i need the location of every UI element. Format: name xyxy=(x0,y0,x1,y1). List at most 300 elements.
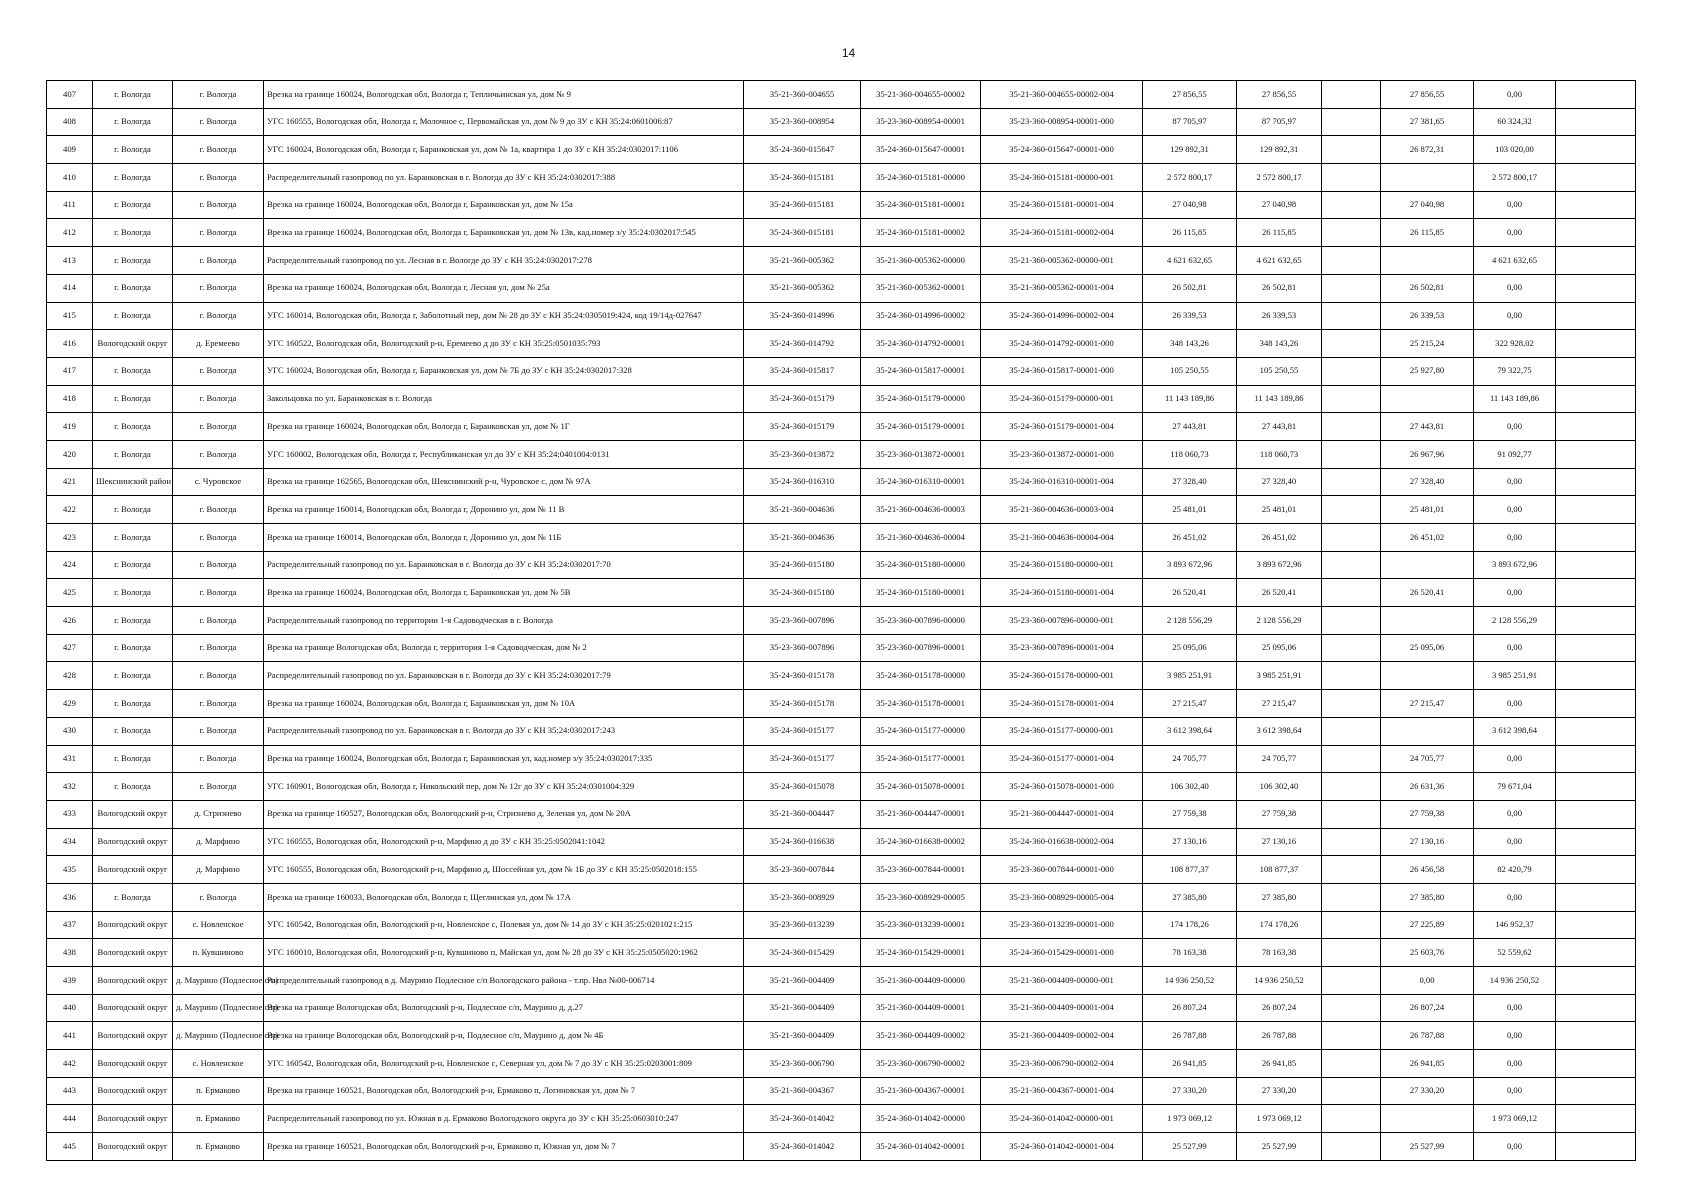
subcode-cell: 35-24-360-014996-00002 xyxy=(861,302,981,330)
locality-cell: г. Вологда xyxy=(173,247,264,275)
full-code-cell: 35-24-360-015178-00000-001 xyxy=(981,662,1143,690)
cost-cell: 25 527,99 xyxy=(1237,1133,1322,1161)
table-row xyxy=(47,81,1636,109)
empty-cell xyxy=(1556,551,1636,579)
empty-cell xyxy=(1322,136,1381,164)
row-number-cell: 413 xyxy=(47,247,93,275)
object-description-cell: УГС 160542, Вологодская обл, Вологодский р-н, Новленское с, Полевая ул, дом № 14 до ЗУ с КН 35:25:0201021:215 xyxy=(264,911,744,939)
total-cost-cell: 4 621 632,65 xyxy=(1143,247,1237,275)
row-number-cell: 442 xyxy=(47,1050,93,1078)
row-number-cell: 423 xyxy=(47,524,93,552)
connection-cost-cell: 26 967,96 xyxy=(1381,440,1474,468)
locality-cell: г. Вологда xyxy=(173,440,264,468)
table-row xyxy=(47,413,1636,441)
object-description-cell: Врезка на границе 160527, Вологодская обл, Вологодский р-н, Стризнево д, Зеленая ул, дом № 20А xyxy=(264,800,744,828)
code-cell: 35-24-360-014996 xyxy=(744,302,861,330)
subcode-cell: 35-24-360-015177-00000 xyxy=(861,717,981,745)
cost-cell: 78 163,38 xyxy=(1237,939,1322,967)
district-cell: г. Вологда xyxy=(93,136,173,164)
row-number-cell: 440 xyxy=(47,994,93,1022)
empty-cell xyxy=(1556,773,1636,801)
total-cost-cell: 27 040,98 xyxy=(1143,191,1237,219)
empty-cell xyxy=(1556,634,1636,662)
connection-cost-cell xyxy=(1381,385,1474,413)
cost-cell: 118 060,73 xyxy=(1237,440,1322,468)
district-cell: Вологодский округ xyxy=(93,911,173,939)
connection-cost-cell xyxy=(1381,607,1474,635)
table-row xyxy=(47,745,1636,773)
object-description-cell: Врезка на границе 160024, Вологодская обл, Вологда г, Баранковская ул, дом № 15а xyxy=(264,191,744,219)
district-cell: г. Вологда xyxy=(93,690,173,718)
full-code-cell: 35-21-360-004655-00002-004 xyxy=(981,81,1143,109)
table-row xyxy=(47,108,1636,136)
subcode-cell: 35-23-360-006790-00002 xyxy=(861,1050,981,1078)
district-cell: Вологодский округ xyxy=(93,1022,173,1050)
total-cost-cell: 3 985 251,91 xyxy=(1143,662,1237,690)
code-cell: 35-24-360-015178 xyxy=(744,662,861,690)
full-code-cell: 35-21-360-004409-00002-004 xyxy=(981,1022,1143,1050)
remaining-cost-cell: 3 985 251,91 xyxy=(1474,662,1556,690)
cost-cell: 26 787,88 xyxy=(1237,1022,1322,1050)
cost-cell: 27 215,47 xyxy=(1237,690,1322,718)
table-row xyxy=(47,883,1636,911)
connection-cost-cell: 27 759,38 xyxy=(1381,800,1474,828)
remaining-cost-cell: 11 143 189,86 xyxy=(1474,385,1556,413)
full-code-cell: 35-24-360-015180-00001-004 xyxy=(981,579,1143,607)
object-description-cell: Врезка на границе Вологодская обл, Вологодский р-н, Подлесное с/п, Маурино д, д.27 xyxy=(264,994,744,1022)
connection-cost-cell: 26 872,31 xyxy=(1381,136,1474,164)
empty-cell xyxy=(1322,773,1381,801)
empty-cell xyxy=(1556,1022,1636,1050)
row-number-cell: 436 xyxy=(47,883,93,911)
cost-cell: 14 936 250,52 xyxy=(1237,967,1322,995)
empty-cell xyxy=(1556,357,1636,385)
empty-cell xyxy=(1322,1077,1381,1105)
empty-cell xyxy=(1556,800,1636,828)
full-code-cell: 35-24-360-015429-00001-000 xyxy=(981,939,1143,967)
code-cell: 35-21-360-005362 xyxy=(744,274,861,302)
cost-cell: 25 481,01 xyxy=(1237,496,1322,524)
empty-cell xyxy=(1556,1077,1636,1105)
remaining-cost-cell: 0,00 xyxy=(1474,302,1556,330)
empty-cell xyxy=(1322,1133,1381,1161)
subcode-cell: 35-21-360-004447-00001 xyxy=(861,800,981,828)
table-row xyxy=(47,994,1636,1022)
full-code-cell: 35-23-360-007844-00001-000 xyxy=(981,856,1143,884)
row-number-cell: 420 xyxy=(47,440,93,468)
table-row xyxy=(47,662,1636,690)
full-code-cell: 35-24-360-015181-00002-004 xyxy=(981,219,1143,247)
cost-cell: 25 095,06 xyxy=(1237,634,1322,662)
empty-cell xyxy=(1556,1133,1636,1161)
empty-cell xyxy=(1556,496,1636,524)
row-number-cell: 426 xyxy=(47,607,93,635)
locality-cell: п. Ермаково xyxy=(173,1105,264,1133)
locality-cell: п. Ермаково xyxy=(173,1077,264,1105)
code-cell: 35-23-360-007896 xyxy=(744,634,861,662)
connection-cost-cell: 25 927,80 xyxy=(1381,357,1474,385)
object-description-cell: Врезка на границе 160024, Вологодская обл, Вологда г, Лесная ул, дом № 25а xyxy=(264,274,744,302)
subcode-cell: 35-24-360-014042-00001 xyxy=(861,1133,981,1161)
code-cell: 35-21-360-004409 xyxy=(744,994,861,1022)
code-cell: 35-21-360-005362 xyxy=(744,247,861,275)
row-number-cell: 410 xyxy=(47,164,93,192)
object-description-cell: Врезка на границе 160521, Вологодская обл, Вологодский р-н, Ермаково п, Южная ул, дом № 7 xyxy=(264,1133,744,1161)
locality-cell: г. Вологда xyxy=(173,551,264,579)
empty-cell xyxy=(1556,579,1636,607)
empty-cell xyxy=(1322,607,1381,635)
empty-cell xyxy=(1556,690,1636,718)
object-description-cell: Врезка на границе 160033, Вологодская обл, Вологда г, Щеглинская ул, дом № 17А xyxy=(264,883,744,911)
locality-cell: д. Еремеево xyxy=(173,330,264,358)
object-description-cell: Врезка на границе 160024, Вологодская обл, Вологда г, Баранковская ул, дом № 10А xyxy=(264,690,744,718)
district-cell: Вологодский округ xyxy=(93,994,173,1022)
cost-cell: 27 328,40 xyxy=(1237,468,1322,496)
district-cell: г. Вологда xyxy=(93,773,173,801)
connection-cost-cell: 27 330,20 xyxy=(1381,1077,1474,1105)
district-cell: Вологодский округ xyxy=(93,828,173,856)
full-code-cell: 35-21-360-004447-00001-004 xyxy=(981,800,1143,828)
locality-cell: г. Вологда xyxy=(173,883,264,911)
object-description-cell: УГС 160014, Вологодская обл, Вологда г, Заболотный пер, дом № 28 до ЗУ с КН 35:24:0305019:424, код 19/14д-027647 xyxy=(264,302,744,330)
district-cell: Вологодский округ xyxy=(93,1105,173,1133)
subcode-cell: 35-24-360-015078-00001 xyxy=(861,773,981,801)
remaining-cost-cell: 91 092,77 xyxy=(1474,440,1556,468)
district-cell: г. Вологда xyxy=(93,81,173,109)
empty-cell xyxy=(1322,81,1381,109)
district-cell: г. Вологда xyxy=(93,717,173,745)
connection-cost-cell: 26 807,24 xyxy=(1381,994,1474,1022)
locality-cell: г. Вологда xyxy=(173,302,264,330)
total-cost-cell: 3 893 672,96 xyxy=(1143,551,1237,579)
table-row xyxy=(47,524,1636,552)
total-cost-cell: 105 250,55 xyxy=(1143,357,1237,385)
locality-cell: с. Новленское xyxy=(173,1050,264,1078)
connection-cost-cell: 27 040,98 xyxy=(1381,191,1474,219)
row-number-cell: 433 xyxy=(47,800,93,828)
connection-cost-cell: 26 787,88 xyxy=(1381,1022,1474,1050)
district-cell: г. Вологда xyxy=(93,496,173,524)
code-cell: 35-21-360-004409 xyxy=(744,967,861,995)
table-row xyxy=(47,800,1636,828)
locality-cell: г. Вологда xyxy=(173,690,264,718)
locality-cell: г. Вологда xyxy=(173,357,264,385)
empty-cell xyxy=(1556,745,1636,773)
district-cell: Вологодский округ xyxy=(93,1050,173,1078)
empty-cell xyxy=(1322,994,1381,1022)
total-cost-cell: 129 892,31 xyxy=(1143,136,1237,164)
remaining-cost-cell: 0,00 xyxy=(1474,994,1556,1022)
cost-cell: 11 143 189,86 xyxy=(1237,385,1322,413)
object-description-cell: Врезка на границе 160014, Вологодская обл, Вологда г, Доронино ул, дом № 11Б xyxy=(264,524,744,552)
cost-cell: 27 330,20 xyxy=(1237,1077,1322,1105)
locality-cell: г. Вологда xyxy=(173,607,264,635)
total-cost-cell: 24 705,77 xyxy=(1143,745,1237,773)
code-cell: 35-23-360-013239 xyxy=(744,911,861,939)
remaining-cost-cell: 1 973 069,12 xyxy=(1474,1105,1556,1133)
remaining-cost-cell: 0,00 xyxy=(1474,524,1556,552)
table-row xyxy=(47,939,1636,967)
locality-cell: с. Чуровское xyxy=(173,468,264,496)
subcode-cell: 35-23-360-013239-00001 xyxy=(861,911,981,939)
code-cell: 35-21-360-004636 xyxy=(744,524,861,552)
cost-cell: 3 612 398,64 xyxy=(1237,717,1322,745)
district-cell: г. Вологда xyxy=(93,745,173,773)
locality-cell: г. Вологда xyxy=(173,81,264,109)
full-code-cell: 35-21-360-004367-00001-004 xyxy=(981,1077,1143,1105)
object-description-cell: Врезка на границе 160024, Вологодская обл, Вологда г, Баранковская ул, дом № 13в, кад.номер з/у 35:24:0302017:545 xyxy=(264,219,744,247)
district-cell: г. Вологда xyxy=(93,219,173,247)
empty-cell xyxy=(1322,911,1381,939)
object-description-cell: Распределительный газопровод по территории 1-я Садоводческая в г. Вологда xyxy=(264,607,744,635)
remaining-cost-cell: 0,00 xyxy=(1474,413,1556,441)
remaining-cost-cell: 0,00 xyxy=(1474,496,1556,524)
empty-cell xyxy=(1556,330,1636,358)
full-code-cell: 35-24-360-014792-00001-000 xyxy=(981,330,1143,358)
district-cell: г. Вологда xyxy=(93,413,173,441)
table-row xyxy=(47,1105,1636,1133)
remaining-cost-cell: 0,00 xyxy=(1474,191,1556,219)
subcode-cell: 35-23-360-007896-00000 xyxy=(861,607,981,635)
cost-cell: 2 128 556,29 xyxy=(1237,607,1322,635)
code-cell: 35-23-360-008954 xyxy=(744,108,861,136)
code-cell: 35-23-360-013872 xyxy=(744,440,861,468)
table-row xyxy=(47,607,1636,635)
locality-cell: г. Вологда xyxy=(173,219,264,247)
empty-cell xyxy=(1556,967,1636,995)
code-cell: 35-24-360-015429 xyxy=(744,939,861,967)
cost-cell: 26 115,85 xyxy=(1237,219,1322,247)
code-cell: 35-24-360-015181 xyxy=(744,219,861,247)
empty-cell xyxy=(1556,302,1636,330)
code-cell: 35-24-360-015181 xyxy=(744,191,861,219)
subcode-cell: 35-24-360-015181-00000 xyxy=(861,164,981,192)
connection-cost-cell: 25 215,24 xyxy=(1381,330,1474,358)
table-row xyxy=(47,717,1636,745)
object-description-cell: УГС 160555, Вологодская обл, Вологодский р-н, Марфино д до ЗУ с КН 35:25:0502041:1042 xyxy=(264,828,744,856)
total-cost-cell: 26 787,88 xyxy=(1143,1022,1237,1050)
empty-cell xyxy=(1556,856,1636,884)
subcode-cell: 35-24-360-015181-00001 xyxy=(861,191,981,219)
table-row xyxy=(47,828,1636,856)
subcode-cell: 35-24-360-014042-00000 xyxy=(861,1105,981,1133)
remaining-cost-cell: 0,00 xyxy=(1474,690,1556,718)
row-number-cell: 431 xyxy=(47,745,93,773)
row-number-cell: 411 xyxy=(47,191,93,219)
table-row xyxy=(47,579,1636,607)
empty-cell xyxy=(1556,994,1636,1022)
code-cell: 35-23-360-007896 xyxy=(744,607,861,635)
connection-cost-cell: 26 502,81 xyxy=(1381,274,1474,302)
subcode-cell: 35-24-360-015180-00001 xyxy=(861,579,981,607)
object-description-cell: Распределительный газопровод по ул. Баранковская в г. Вологда до ЗУ с КН 35:24:0302017:79 xyxy=(264,662,744,690)
total-cost-cell: 27 385,80 xyxy=(1143,883,1237,911)
total-cost-cell: 27 215,47 xyxy=(1143,690,1237,718)
remaining-cost-cell: 322 928,02 xyxy=(1474,330,1556,358)
district-cell: г. Вологда xyxy=(93,302,173,330)
object-description-cell: Закольцовка по ул. Баранковская в г. Вологда xyxy=(264,385,744,413)
subcode-cell: 35-24-360-015178-00001 xyxy=(861,690,981,718)
full-code-cell: 35-24-360-016310-00001-004 xyxy=(981,468,1143,496)
total-cost-cell: 25 481,01 xyxy=(1143,496,1237,524)
empty-cell xyxy=(1556,1050,1636,1078)
empty-cell xyxy=(1322,745,1381,773)
connection-cost-cell: 0,00 xyxy=(1381,967,1474,995)
district-cell: г. Вологда xyxy=(93,247,173,275)
connection-cost-cell: 25 603,76 xyxy=(1381,939,1474,967)
row-number-cell: 407 xyxy=(47,81,93,109)
connection-cost-cell: 27 130,16 xyxy=(1381,828,1474,856)
locality-cell: д. Маурино (Подлесное с/п) xyxy=(173,967,264,995)
remaining-cost-cell: 4 621 632,65 xyxy=(1474,247,1556,275)
code-cell: 35-24-360-015179 xyxy=(744,385,861,413)
cost-cell: 4 621 632,65 xyxy=(1237,247,1322,275)
empty-cell xyxy=(1556,136,1636,164)
total-cost-cell: 27 330,20 xyxy=(1143,1077,1237,1105)
empty-cell xyxy=(1556,911,1636,939)
object-description-cell: Распределительный газопровод по ул. Баранковская в г. Вологда до ЗУ с КН 35:24:0302017:243 xyxy=(264,717,744,745)
district-cell: г. Вологда xyxy=(93,524,173,552)
code-cell: 35-24-360-015179 xyxy=(744,413,861,441)
table-row xyxy=(47,440,1636,468)
locality-cell: г. Вологда xyxy=(173,164,264,192)
connection-cost-cell xyxy=(1381,662,1474,690)
remaining-cost-cell: 0,00 xyxy=(1474,219,1556,247)
district-cell: г. Вологда xyxy=(93,357,173,385)
row-number-cell: 430 xyxy=(47,717,93,745)
table-row xyxy=(47,1022,1636,1050)
code-cell: 35-24-360-015647 xyxy=(744,136,861,164)
object-description-cell: Распределительный газопровод по ул. Южная в д. Ермаково Вологодского округа до ЗУ с КН 35:25:0603010:247 xyxy=(264,1105,744,1133)
subcode-cell: 35-24-360-015429-00001 xyxy=(861,939,981,967)
object-description-cell: Распределительный газопровод по ул. Лесная в г. Вологде до ЗУ с КН 35:24:0302017:278 xyxy=(264,247,744,275)
row-number-cell: 415 xyxy=(47,302,93,330)
remaining-cost-cell: 79 322,75 xyxy=(1474,357,1556,385)
remaining-cost-cell: 52 559,62 xyxy=(1474,939,1556,967)
full-code-cell: 35-21-360-004409-00000-001 xyxy=(981,967,1143,995)
table-row xyxy=(47,856,1636,884)
empty-cell xyxy=(1322,274,1381,302)
code-cell: 35-24-360-015181 xyxy=(744,164,861,192)
total-cost-cell: 26 502,81 xyxy=(1143,274,1237,302)
total-cost-cell: 87 705,97 xyxy=(1143,108,1237,136)
total-cost-cell: 27 130,16 xyxy=(1143,828,1237,856)
empty-cell xyxy=(1322,302,1381,330)
empty-cell xyxy=(1322,1022,1381,1050)
table-row xyxy=(47,1133,1636,1161)
district-cell: Вологодский округ xyxy=(93,856,173,884)
remaining-cost-cell: 146 952,37 xyxy=(1474,911,1556,939)
full-code-cell: 35-23-360-006790-00002-004 xyxy=(981,1050,1143,1078)
empty-cell xyxy=(1322,1105,1381,1133)
table-row xyxy=(47,357,1636,385)
district-cell: г. Вологда xyxy=(93,634,173,662)
cost-cell: 348 143,26 xyxy=(1237,330,1322,358)
empty-cell xyxy=(1322,1050,1381,1078)
code-cell: 35-21-360-004447 xyxy=(744,800,861,828)
object-description-cell: Врезка на границе 160521, Вологодская обл, Вологодский р-н, Ермаково п, Логиновская ул, дом № 7 xyxy=(264,1077,744,1105)
table-row xyxy=(47,911,1636,939)
full-code-cell: 35-24-360-015178-00001-004 xyxy=(981,690,1143,718)
district-cell: г. Вологда xyxy=(93,883,173,911)
full-code-cell: 35-23-360-008929-00005-004 xyxy=(981,883,1143,911)
full-code-cell: 35-24-360-015177-00000-001 xyxy=(981,717,1143,745)
district-cell: Вологодский округ xyxy=(93,1077,173,1105)
object-description-cell: УГС 160024, Вологодская обл, Вологда г, Баранковская ул, дом № 7Б до ЗУ с КН 35:24:0302017:328 xyxy=(264,357,744,385)
empty-cell xyxy=(1322,939,1381,967)
code-cell: 35-24-360-015180 xyxy=(744,551,861,579)
cost-cell: 27 759,38 xyxy=(1237,800,1322,828)
row-number-cell: 439 xyxy=(47,967,93,995)
row-number-cell: 418 xyxy=(47,385,93,413)
remaining-cost-cell: 0,00 xyxy=(1474,883,1556,911)
cost-cell: 24 705,77 xyxy=(1237,745,1322,773)
cost-cell: 27 130,16 xyxy=(1237,828,1322,856)
cost-cell: 26 941,85 xyxy=(1237,1050,1322,1078)
remaining-cost-cell: 79 671,04 xyxy=(1474,773,1556,801)
empty-cell xyxy=(1322,717,1381,745)
subcode-cell: 35-24-360-015178-00000 xyxy=(861,662,981,690)
code-cell: 35-21-360-004409 xyxy=(744,1022,861,1050)
connection-cost-cell: 26 631,36 xyxy=(1381,773,1474,801)
object-description-cell: Врезка на границе Вологодская обл, Вологодский р-н, Подлесное с/п, Маурино д, дом № 4Б xyxy=(264,1022,744,1050)
remaining-cost-cell: 82 420,79 xyxy=(1474,856,1556,884)
table-row xyxy=(47,496,1636,524)
full-code-cell: 35-24-360-015179-00001-004 xyxy=(981,413,1143,441)
connection-cost-cell: 27 443,81 xyxy=(1381,413,1474,441)
cost-cell: 87 705,97 xyxy=(1237,108,1322,136)
district-cell: г. Вологда xyxy=(93,385,173,413)
object-description-cell: УГС 160522, Вологодская обл, Вологодский р-н, Еремеево д до ЗУ с КН 35:25:0501035:793 xyxy=(264,330,744,358)
row-number-cell: 443 xyxy=(47,1077,93,1105)
cost-cell: 27 385,80 xyxy=(1237,883,1322,911)
connection-cost-cell: 27 381,65 xyxy=(1381,108,1474,136)
cost-cell: 26 502,81 xyxy=(1237,274,1322,302)
object-description-cell: Врезка на границе Вологодская обл, Вологда г, территория 1-я Садоводческая, дом № 2 xyxy=(264,634,744,662)
empty-cell xyxy=(1556,883,1636,911)
row-number-cell: 421 xyxy=(47,468,93,496)
empty-cell xyxy=(1556,607,1636,635)
cost-cell: 27 443,81 xyxy=(1237,413,1322,441)
remaining-cost-cell: 0,00 xyxy=(1474,800,1556,828)
locality-cell: г. Вологда xyxy=(173,662,264,690)
empty-cell xyxy=(1322,191,1381,219)
object-description-cell: Врезка на границе 162565, Вологодская обл, Шекснинский р-н, Чуровское с, дом № 97А xyxy=(264,468,744,496)
empty-cell xyxy=(1556,108,1636,136)
empty-cell xyxy=(1322,662,1381,690)
locality-cell: с. Новленское xyxy=(173,911,264,939)
empty-cell xyxy=(1556,717,1636,745)
object-description-cell: Врезка на границе 160014, Вологодская обл, Вологда г, Доронино ул, дом № 11 В xyxy=(264,496,744,524)
subcode-cell: 35-23-360-007844-00001 xyxy=(861,856,981,884)
connection-cost-cell xyxy=(1381,717,1474,745)
locality-cell: г. Вологда xyxy=(173,634,264,662)
empty-cell xyxy=(1322,247,1381,275)
full-code-cell: 35-24-360-014042-00001-004 xyxy=(981,1133,1143,1161)
empty-cell xyxy=(1322,440,1381,468)
table-row xyxy=(47,164,1636,192)
district-cell: Вологодский округ xyxy=(93,800,173,828)
full-code-cell: 35-24-360-015647-00001-000 xyxy=(981,136,1143,164)
row-number-cell: 412 xyxy=(47,219,93,247)
row-number-cell: 408 xyxy=(47,108,93,136)
empty-cell xyxy=(1556,939,1636,967)
subcode-cell: 35-23-360-008929-00005 xyxy=(861,883,981,911)
locality-cell: г. Вологда xyxy=(173,745,264,773)
empty-cell xyxy=(1322,164,1381,192)
connection-cost-cell: 27 225,89 xyxy=(1381,911,1474,939)
cost-cell: 26 807,24 xyxy=(1237,994,1322,1022)
